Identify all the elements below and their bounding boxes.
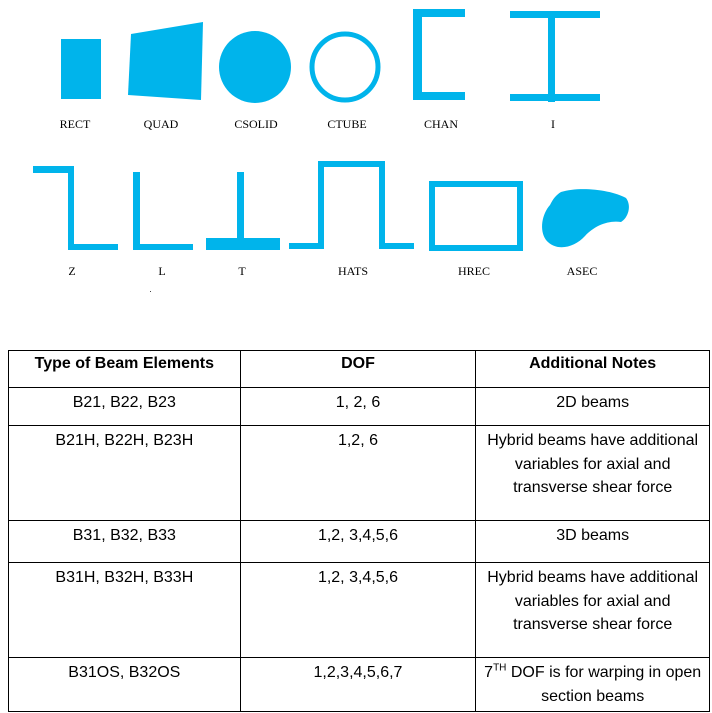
cell-dof: 1,2,3,4,5,6,7	[240, 658, 476, 712]
section-label-z: Z	[68, 264, 76, 278]
t-section-icon	[206, 172, 280, 250]
section-label-rect: RECT	[59, 117, 91, 131]
header-type: Type of Beam Elements	[9, 351, 241, 388]
notes-text: DOF is for warping in open section beams	[506, 664, 702, 705]
section-label-asec: ASEC	[566, 264, 598, 278]
i-section-icon	[510, 11, 600, 102]
beam-elements-table	[8, 350, 710, 712]
cell-dof: 1,2, 6	[240, 426, 476, 521]
cell-dof: 1,2, 3,4,5,6	[240, 521, 476, 563]
section-label-quad: QUAD	[143, 117, 179, 131]
notes-superscript: TH	[493, 662, 507, 674]
tube-section-icon	[312, 34, 378, 100]
header-notes: Additional Notes	[476, 351, 710, 388]
cell-type: B31OS, B32OS	[9, 658, 241, 712]
cell-type: B31H, B32H, B33H	[9, 563, 241, 658]
section-label-l: L	[158, 264, 166, 278]
table-row	[9, 388, 710, 426]
notes-prefix: 7	[484, 664, 494, 681]
cell-notes	[476, 658, 710, 712]
l-section-icon	[133, 172, 193, 250]
section-label-i: I	[551, 117, 555, 131]
cell-type: B21, B22, B23	[9, 388, 241, 426]
section-label-chan: CHAN	[423, 117, 458, 131]
sections-drawing	[0, 0, 712, 330]
table-row	[9, 563, 710, 658]
solid-circle-section-icon	[219, 31, 291, 103]
header-dof: DOF	[240, 351, 476, 388]
z-section-icon	[33, 166, 118, 250]
table-row	[9, 521, 710, 563]
table-row	[9, 658, 710, 712]
arbitrary-section-icon	[542, 189, 629, 247]
cell-notes: 2D beams	[476, 388, 710, 426]
cell-notes: Hybrid beams have additional variables for axial and transverse shear force	[476, 563, 710, 658]
section-label-hats: HATS	[337, 264, 368, 278]
hat-section-icon	[289, 164, 414, 246]
section-label-hrec: HREC	[457, 264, 490, 278]
cell-type: B31, B32, B33	[9, 521, 241, 563]
cell-notes: Hybrid beams have additional variables for axial and transverse shear force	[476, 426, 710, 521]
channel-section-icon	[413, 9, 465, 100]
cell-dof: 1,2, 3,4,5,6	[240, 563, 476, 658]
beam-cross-sections-figure	[0, 0, 712, 330]
rectangle-section-icon	[61, 39, 101, 99]
quadrilateral-section-icon	[128, 22, 203, 100]
table-header-row	[9, 351, 710, 388]
section-label-ctube: CTUBE	[327, 117, 367, 131]
cell-dof: 1, 2, 6	[240, 388, 476, 426]
section-label-t: T	[238, 264, 246, 278]
cell-type: B21H, B22H, B23H	[9, 426, 241, 521]
cell-notes: 3D beams	[476, 521, 710, 563]
section-label-csolid: CSOLID	[234, 117, 278, 131]
hollow-rectangle-section-icon	[432, 184, 520, 248]
table-row	[9, 426, 710, 521]
stray-dot	[150, 291, 151, 292]
